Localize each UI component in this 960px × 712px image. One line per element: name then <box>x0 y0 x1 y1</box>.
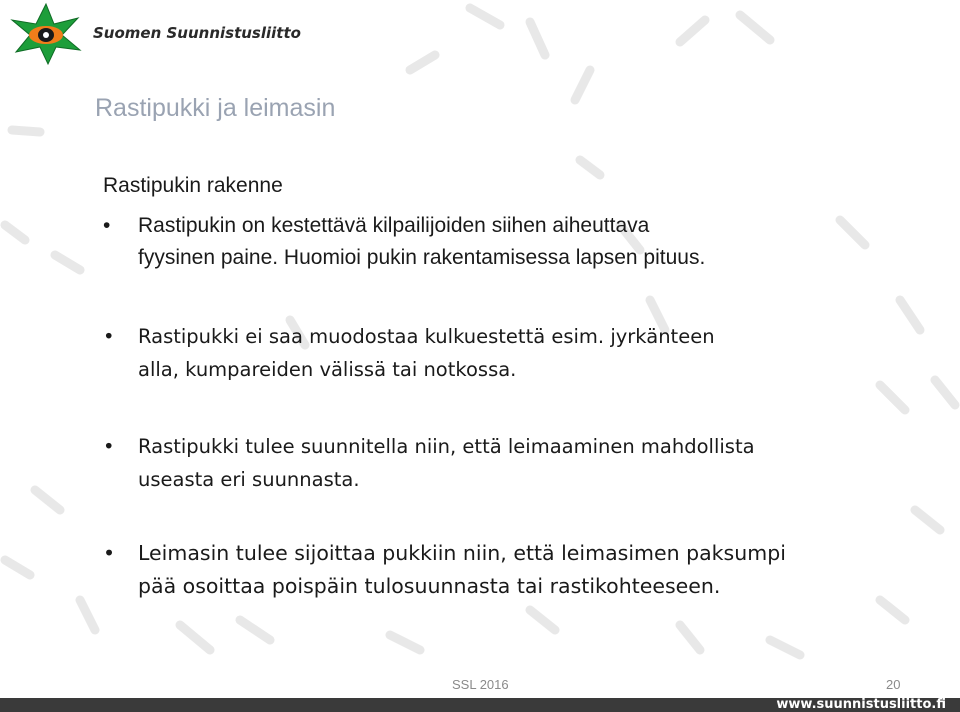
slide-title: Rastipukki ja leimasin <box>95 94 336 122</box>
bullet-dot: • <box>103 214 111 237</box>
bullet-item <box>103 537 786 603</box>
bullet-dot: • <box>103 541 116 565</box>
bullet-line: Rastipukki ei saa muodostaa kulkuestettä esim. jyrkänteen <box>138 325 715 348</box>
website-link[interactable]: www.suunnistusliitto.fi <box>776 697 946 712</box>
page-number: 20 <box>886 677 901 692</box>
bullet-item <box>103 430 755 496</box>
bullet-line: useasta eri suunnasta. <box>138 468 360 491</box>
bullet-item <box>103 210 705 274</box>
orienteering-star-logo-icon <box>8 2 84 66</box>
bullet-line: alla, kumpareiden välissä tai notkossa. <box>138 358 517 381</box>
section-subheading: Rastipukin rakenne <box>103 174 283 197</box>
footer-label: SSL 2016 <box>452 677 509 692</box>
organization-name: Suomen Suunnistusliitto <box>93 24 301 42</box>
bullet-line: pää osoittaa poispäin tulosuunnasta tai rastikohteeseen. <box>138 574 721 598</box>
bullet-dot: • <box>103 435 115 458</box>
bullet-line: Rastipukin on kestettävä kilpailijoiden siihen aiheuttava <box>138 214 650 237</box>
bullet-line: Rastipukki tulee suunnitella niin, että leimaaminen mahdollista <box>138 435 755 458</box>
bullet-line: Leimasin tulee sijoittaa pukkiin niin, että leimasimen paksumpi <box>138 541 786 565</box>
bullet-item <box>103 320 715 386</box>
bullet-dot: • <box>103 325 115 348</box>
bullet-line: fyysinen paine. Huomioi pukin rakentamisessa lapsen pituus. <box>138 246 706 269</box>
